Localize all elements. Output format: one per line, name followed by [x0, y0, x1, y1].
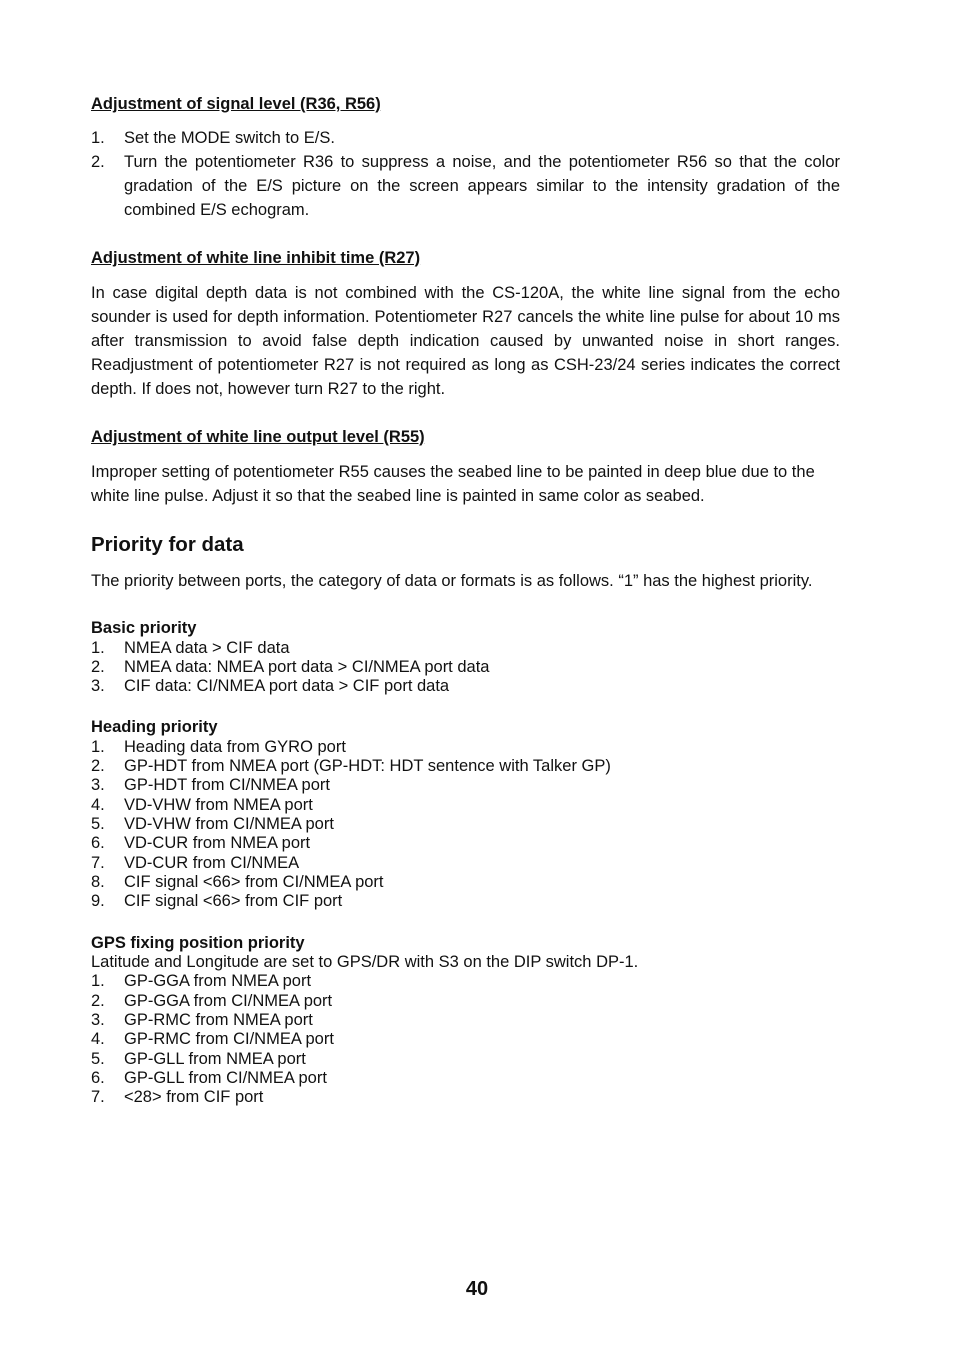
list-item-text: CIF data: CI/NMEA port data > CIF port data — [124, 677, 450, 696]
list-item-text: GP-GGA from NMEA port — [124, 972, 312, 991]
basic-priority-heading: Basic priority — [91, 619, 197, 637]
list-item-number: 3. — [91, 677, 105, 696]
list-item — [91, 992, 840, 1011]
list-item-number: 8. — [91, 872, 105, 891]
list-item-number: 4. — [91, 1030, 105, 1049]
list-item-number: 1. — [91, 972, 105, 991]
list-item-number: 7. — [91, 1088, 105, 1107]
gps-priority-list — [91, 972, 840, 1107]
list-item-number: 2. — [91, 991, 105, 1010]
list-item-text: NMEA data: NMEA port data > CI/NMEA port data — [124, 657, 490, 676]
list-item — [91, 1088, 840, 1107]
list-item-text: <28> from CIF port — [124, 1088, 264, 1107]
list-item — [91, 776, 840, 795]
gps-priority-heading: GPS fixing position priority — [91, 933, 305, 952]
list-item-text: VD-CUR from CI/NMEA — [124, 853, 300, 872]
list-item-text: VD-VHW from CI/NMEA port — [124, 815, 334, 834]
list-item-text: Heading data from GYRO port — [124, 737, 346, 756]
list-item — [91, 873, 840, 892]
list-item-text: VD-CUR from NMEA port — [124, 834, 311, 853]
list-item — [91, 150, 840, 222]
list-item-text: NMEA data > CIF data — [124, 638, 290, 657]
list-item — [91, 1011, 840, 1030]
list-item — [91, 854, 840, 873]
list-item — [91, 1069, 840, 1088]
output-level-body: Improper setting of potentiometer R55 causes the seabed line to be painted in deep blue due to the white line pulse. Adjust it so that the seabed line is painted in same color as seabed. — [91, 463, 815, 505]
list-item-number: 1. — [91, 129, 105, 147]
heading-priority-list — [91, 738, 840, 912]
list-item-text: GP-GLL from NMEA port — [124, 1049, 306, 1068]
list-item-text: GP-GLL from CI/NMEA port — [124, 1068, 327, 1087]
list-item — [91, 796, 840, 815]
list-item — [91, 738, 840, 757]
priority-intro: The priority between ports, the category of data or formats is as follows. “1” has the highest priority. — [91, 572, 813, 590]
list-item — [91, 639, 840, 658]
list-item — [91, 1050, 840, 1069]
basic-priority-list — [91, 639, 840, 697]
list-item-text: Turn the potentiometer R36 to suppress a noise, and the potentiometer R56 so that the color gradation of the E/S picture on the screen appears similar to the intensity gradation of the combined E/S echogram. — [124, 153, 840, 219]
list-item — [91, 834, 840, 853]
page-number: 40 — [465, 1278, 489, 1300]
list-item-number: 5. — [91, 815, 105, 834]
list-item-number: 6. — [91, 1068, 105, 1087]
list-item-number: 2. — [91, 757, 105, 776]
list-item-text: CIF signal <66> from CIF port — [124, 892, 343, 911]
priority-title: Priority for data — [91, 533, 244, 556]
list-item-number: 3. — [91, 1010, 105, 1029]
gps-priority-note: Latitude and Longitude are set to GPS/DR with S3 on the DIP switch DP-1. — [91, 953, 639, 972]
list-item-text: GP-GGA from CI/NMEA port — [124, 991, 333, 1010]
list-item-number: 7. — [91, 853, 105, 872]
list-item — [91, 972, 840, 991]
list-item-text: GP-HDT from CI/NMEA port — [124, 776, 330, 795]
list-item-number: 4. — [91, 795, 105, 814]
list-item-text: CIF signal <66> from CI/NMEA port — [124, 872, 384, 891]
document-page — [91, 92, 840, 1107]
list-item-text: GP-RMC from NMEA port — [124, 1010, 313, 1029]
list-item-number: 9. — [91, 892, 105, 911]
list-item — [91, 757, 840, 776]
list-item — [91, 1030, 840, 1049]
inhibit-time-body: In case digital depth data is not combined with the CS-120A, the white line signal from the echo sounder is used for depth information. Potentiometer R27 cancels the white line pulse for about 10 ms after transmission to avoid false depth indication caused by unwanted noise in short ranges. Readjustment of potentiometer R27 is not required as long as CSH-23/24 series indicates the correct depth. If does not, however turn R27 to the right. — [91, 284, 840, 398]
list-item-number: 1. — [91, 638, 105, 657]
list-item-text: GP-RMC from CI/NMEA port — [124, 1030, 334, 1049]
list-item-text: VD-VHW from NMEA port — [124, 795, 313, 814]
list-item-text: GP-HDT from NMEA port (GP-HDT: HDT sentence with Talker GP) — [124, 757, 611, 776]
list-item — [91, 126, 840, 150]
list-item-number: 2. — [91, 657, 105, 676]
inhibit-time-heading: Adjustment of white line inhibit time (R27) — [91, 249, 421, 267]
list-item — [91, 658, 840, 677]
heading-priority-heading: Heading priority — [91, 718, 218, 737]
list-item-number: 1. — [91, 737, 105, 756]
list-item — [91, 815, 840, 834]
list-item — [91, 892, 840, 911]
list-item-text: Set the MODE switch to E/S. — [124, 129, 335, 147]
signal-level-steps — [91, 126, 840, 222]
list-item — [91, 677, 840, 696]
output-level-heading: Adjustment of white line output level (R55) — [91, 428, 425, 446]
signal-level-heading: Adjustment of signal level (R36, R56) — [91, 95, 381, 113]
list-item-number: 5. — [91, 1049, 105, 1068]
list-item-number: 3. — [91, 776, 105, 795]
list-item-number: 2. — [91, 153, 105, 171]
list-item-number: 6. — [91, 834, 105, 853]
